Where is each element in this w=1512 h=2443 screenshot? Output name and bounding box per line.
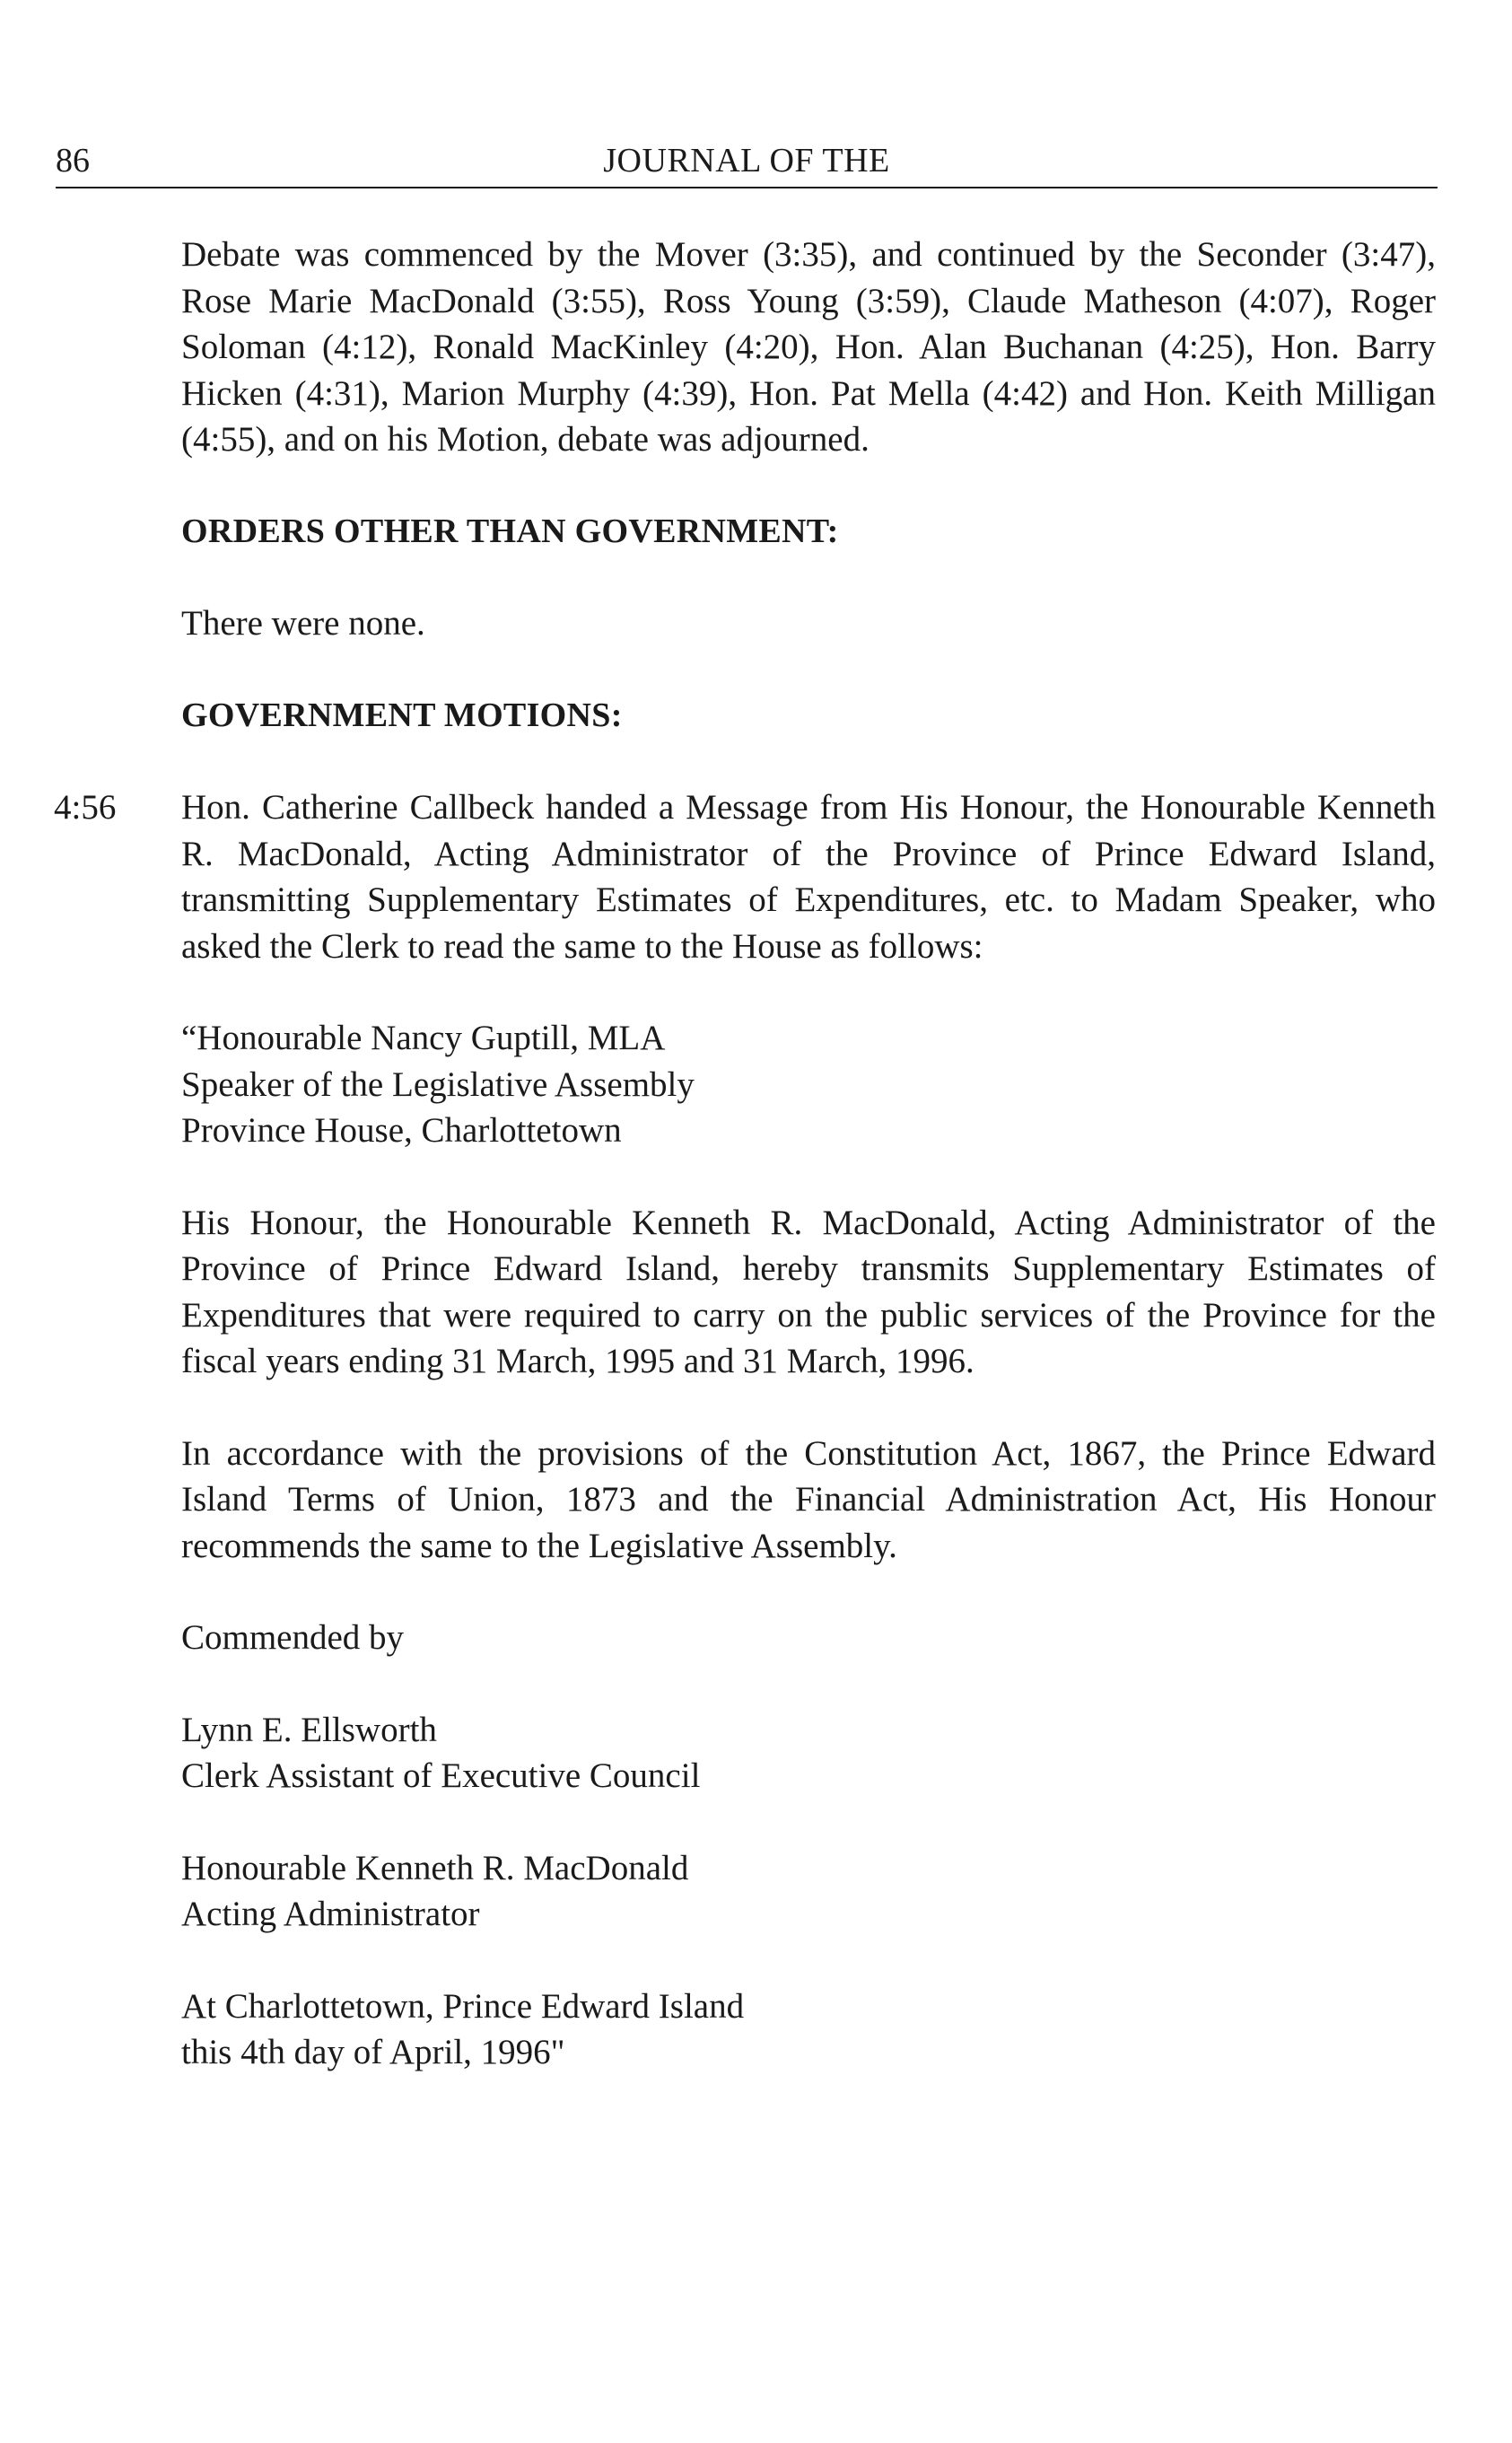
message-address [181,1015,1436,1154]
message-paragraph-1: His Honour, the Honourable Kenneth R. MacDonald, Acting Administrator of the Province of Prince Edward Island, hereby transmits Supplementary Estimates of Expenditures that were required to carry on the public services of the Province for the fiscal years ending 31 March, 1995 and 31 March, 1996. [181,1203,1436,1380]
debate-paragraph: Debate was commenced by the Mover (3:35), and continued by the Seconder (3:47), Rose Marie MacDonald (3:55), Ross Young (3:59), Claude Matheson (4:07), Roger Soloman (4:12), Ronald MacKinley (4:20), Hon. Alan Buchanan (4:25), Hon. Barry Hicken (4:31), Marion Murphy (4:39), Hon. Pat Mella (4:42) and Hon. Keith Milligan (4:55), and on his Motion, debate was adjourned. [181,235,1436,459]
signature-line: Lynn E. Ellsworth [181,1710,437,1749]
address-line: Speaker of the Legislative Assembly [181,1064,695,1104]
commended-by: Commended by [181,1618,405,1657]
administrator-signature [181,1845,1436,1938]
address-line: Province House, Charlottetown [181,1111,622,1150]
place-date [181,1983,1436,2076]
government-motions-heading: GOVERNMENT MOTIONS: [181,696,623,734]
page-number: 86 [56,142,90,180]
running-title: JOURNAL OF THE [603,142,890,180]
margin-time: 4:56 [54,788,117,827]
page-header [56,135,1438,188]
address-line: “Honourable Nancy Guptill, MLA [181,1019,666,1057]
orders-other-heading: ORDERS OTHER THAN GOVERNMENT: [181,512,839,550]
timed-entry [54,784,1436,969]
clerk-signature [181,1707,1436,1799]
place-date-line: this 4th day of April, 1996" [181,2033,565,2071]
page-body [54,232,1436,2122]
signature-line: Clerk Assistant of Executive Council [181,1756,701,1795]
signature-line: Acting Administrator [181,1895,480,1933]
message-paragraph-2: In accordance with the provisions of the Constitution Act, 1867, the Prince Edward Island Terms of Union, 1873 and the Financial Administration Act, His Honour recommends the same to the Legislative Assembly. [181,1433,1436,1565]
signature-line: Honourable Kenneth R. MacDonald [181,1848,689,1887]
orders-other-text: There were none. [181,604,425,643]
government-motion-text: Hon. Catherine Callbeck handed a Message from His Honour, the Honourable Kenneth R. MacDonald, Acting Administrator of the Province of Prince Edward Island, transmitting Supplementary Estimates of Expenditures, etc. to Madam Speaker, who asked the Clerk to read the same to the House as follows: [181,788,1436,966]
place-date-line: At Charlottetown, Prince Edward Island [181,1986,745,2026]
